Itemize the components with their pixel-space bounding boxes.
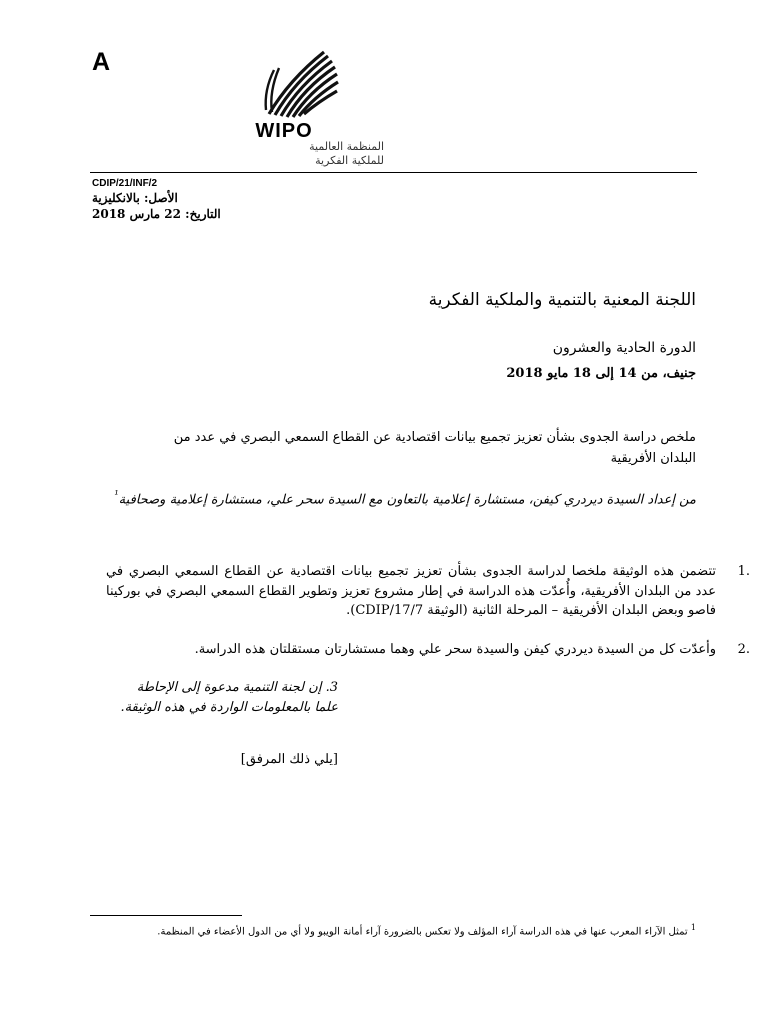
wipo-logo xyxy=(244,40,394,170)
footnote xyxy=(136,923,696,937)
paragraph-3 xyxy=(118,678,338,718)
prepared-by-text: من إعداد السيدة ديردري كيفن، مستشارة إعلامية بالتعاون مع السيدة سحر علي، مستشارة إعلامية وصحافية xyxy=(118,492,696,508)
wipo-acronym: WIPO xyxy=(255,120,313,142)
document-code: CDIP/21/INF/2 xyxy=(92,178,158,189)
document-metadata xyxy=(92,178,292,221)
venue-dates: جنيف، من 14 إلى 18 مايو 2018 xyxy=(506,366,696,381)
wipo-arabic-name-line2: للملكية الفكرية xyxy=(315,154,384,167)
footnote-number: 1 xyxy=(690,923,696,932)
paragraph-number: 3. xyxy=(325,680,338,695)
footnote-marker: ¹ xyxy=(114,488,119,501)
paragraph-1 xyxy=(106,562,750,621)
session-name: الدورة الحادية والعشرون xyxy=(552,340,696,356)
paragraph-number: 1. xyxy=(737,564,750,579)
paragraph-text: وأعدّت كل من السيدة ديردري كيفن والسيدة سحر علي وهما مستشارتان مستقلتان هذه الدراسة. xyxy=(194,642,716,657)
footnote-divider xyxy=(90,915,242,916)
wipo-globe-icon xyxy=(244,40,394,122)
paragraph-2 xyxy=(106,640,750,660)
paragraph-text: إن لجنة التنمية مدعوة إلى الإحاطة علما بالمعلومات الواردة في هذه الوثيقة. xyxy=(120,680,338,716)
prepared-by xyxy=(76,488,696,507)
wipo-arabic-name-line1: المنظمة العالمية xyxy=(309,140,384,153)
document-date: التاريخ: 22 مارس 2018 xyxy=(92,207,221,221)
summary-title: ملخص دراسة الجدوى بشأن تعزيز تجميع بيانات اقتصادية عن القطاع السمعي البصري في عدد من البلدان الأفريقية xyxy=(173,430,696,467)
language-letter: A xyxy=(92,48,111,76)
paragraph-number: 2. xyxy=(737,642,750,657)
footnote-text: تمثل الآراء المعرب عنها في هذه الدراسة آراء المؤلف ولا تعكس بالضرورة آراء أمانة الويبو ولا أي من الدول الأعضاء في المنظمة. xyxy=(157,926,688,938)
original-language: الأصل: بالانكليزية xyxy=(92,191,178,205)
header-divider xyxy=(90,172,697,173)
paragraph-text: تتضمن هذه الوثيقة ملخصا لدراسة الجدوى بشأن تعزيز تجميع بيانات اقتصادية عن القطاع السمعي البصري في عدد من البلدان الأفريقية، وأُعدّت هذه الدراسة في إطار مشروع تعزيز وتطوير القطاع السمعي البصري في بوركينا فاصو وبعض البلدان الأفريقية – المرحلة الثانية (الوثيقة CDIP/17/7). xyxy=(106,564,716,618)
committee-name: اللجنة المعنية بالتنمية والملكية الفكرية xyxy=(428,290,696,310)
annex-note: [يلي ذلك المرفق] xyxy=(240,752,338,767)
